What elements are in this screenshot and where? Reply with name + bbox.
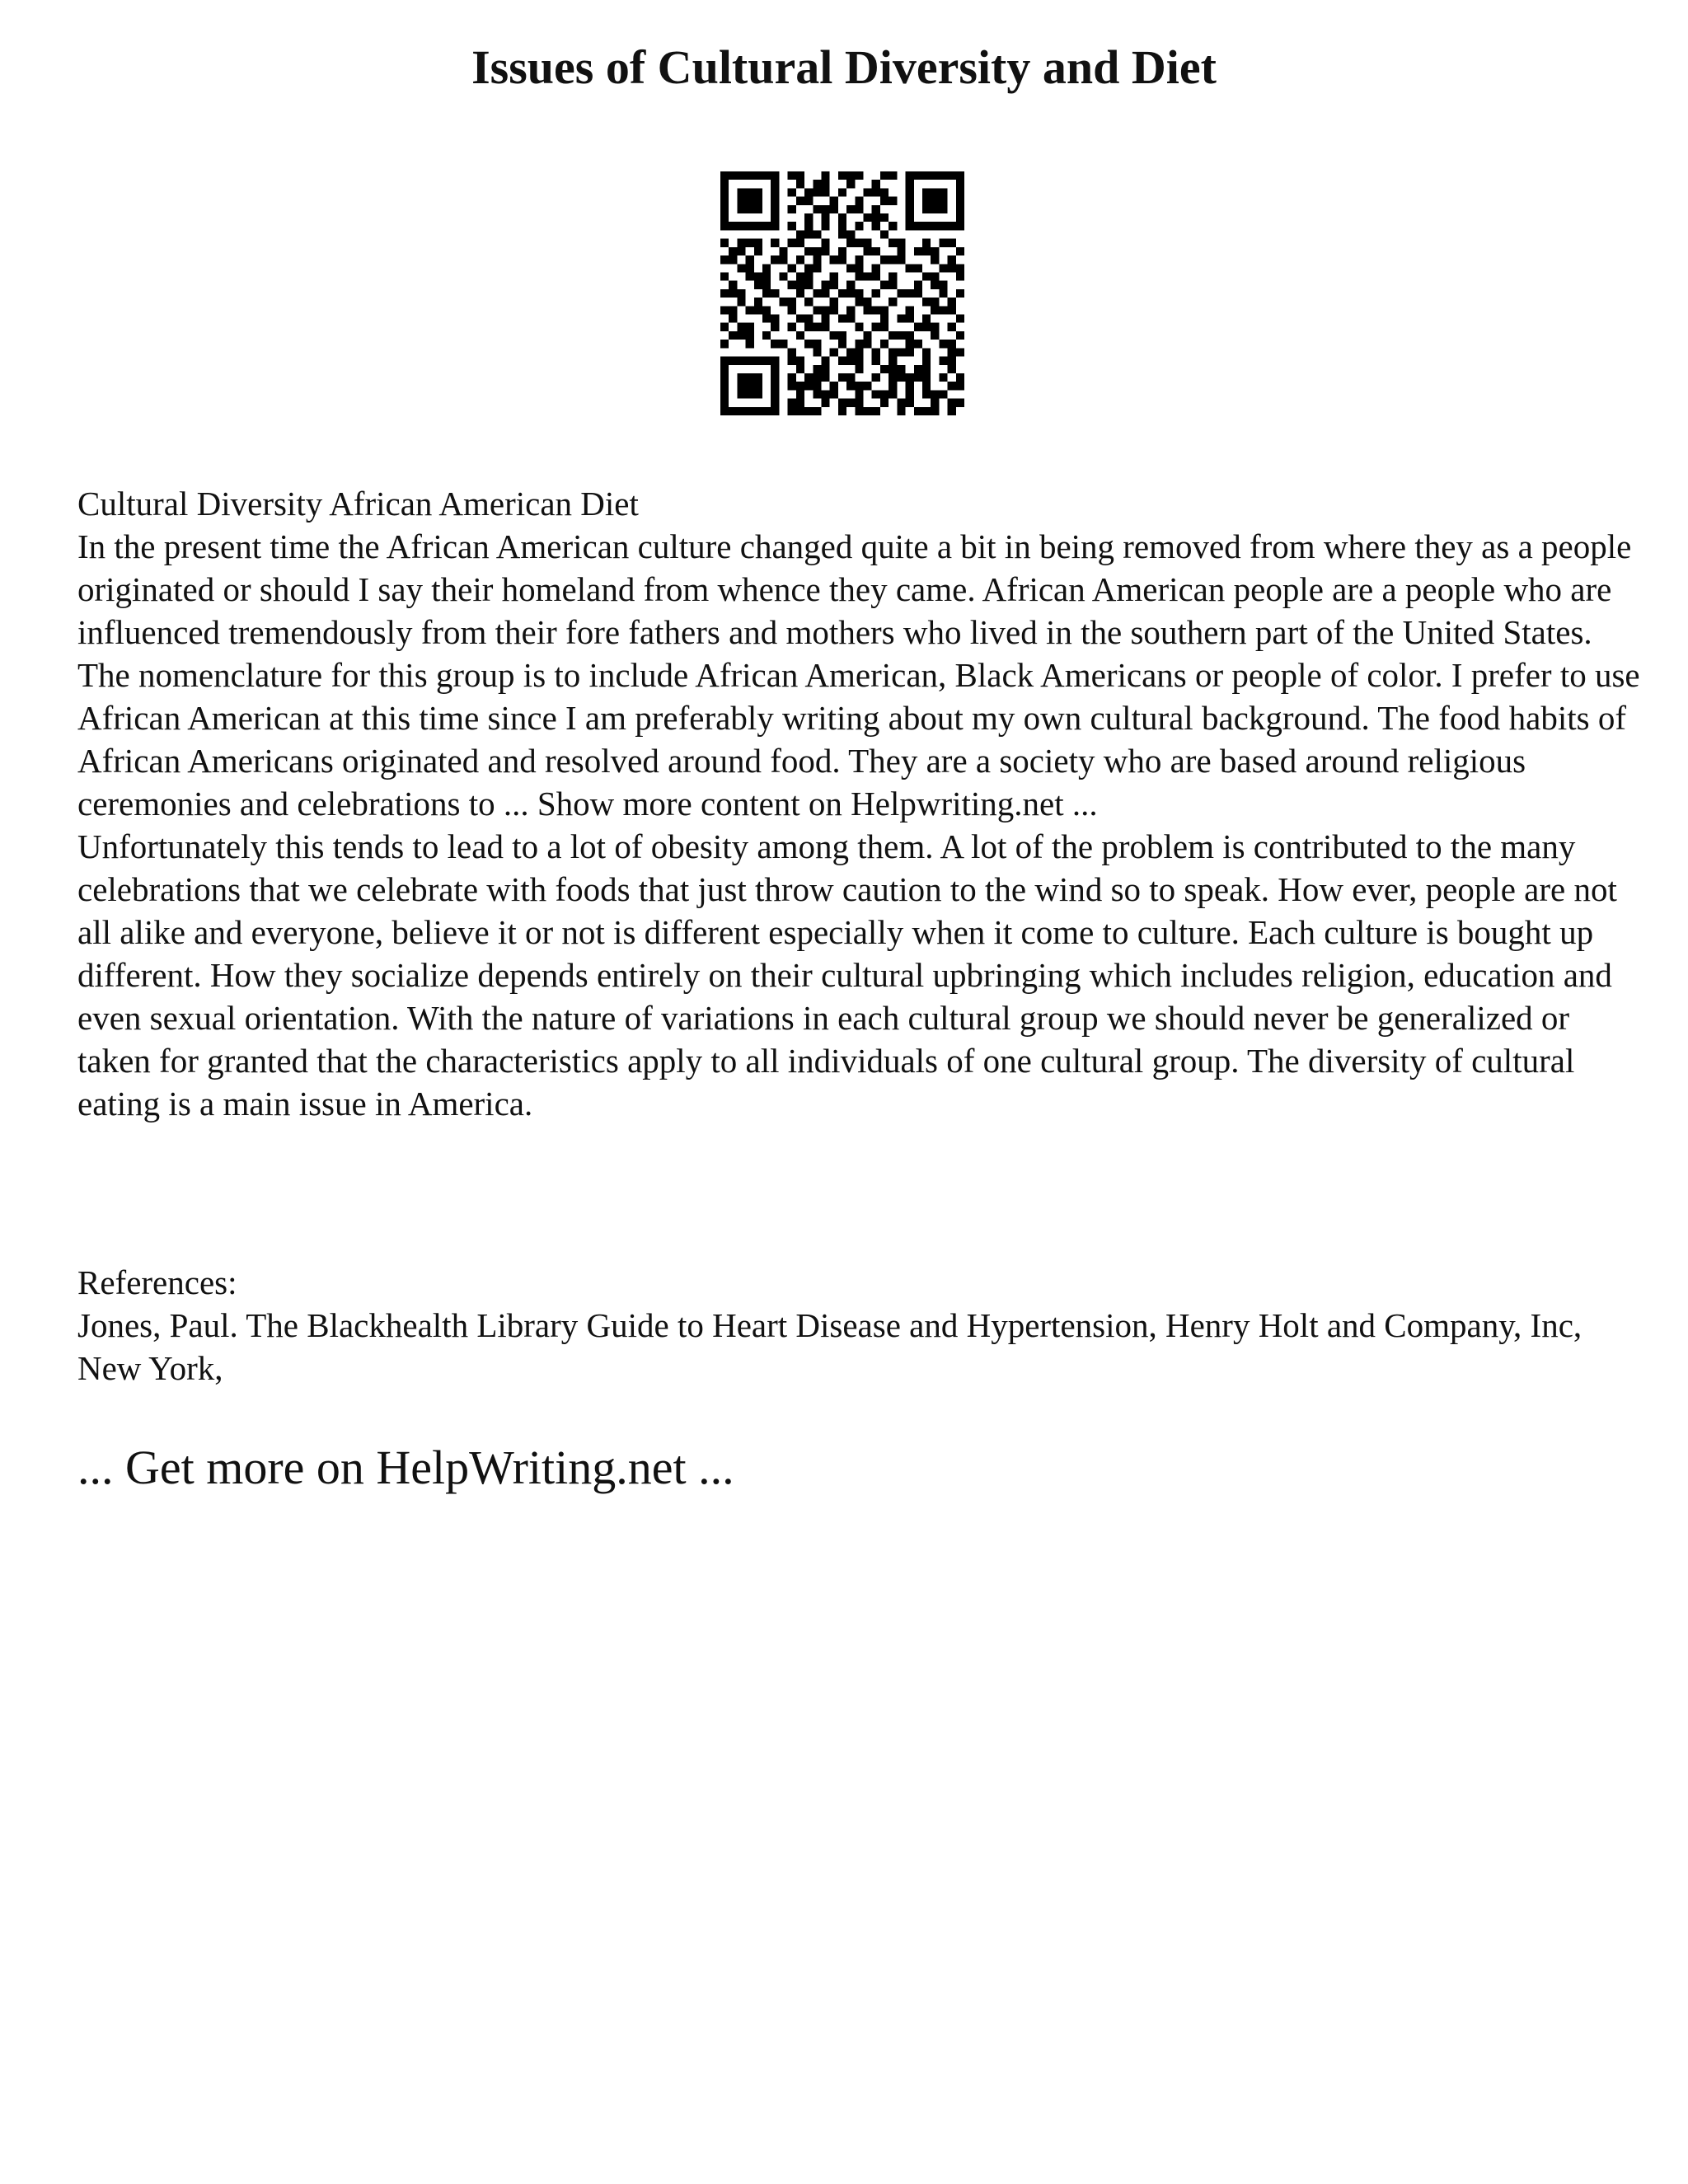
references-label: References:	[77, 1263, 237, 1301]
references-section	[77, 1261, 1643, 1390]
article-paragraph-1: In the present time the African American culture changed quite a bit in being removed from where they as a people originated or should I say their homeland from whence they came. African American people are a people who are influenced tremendously from their fore fathers and mothers who lived in the southern part of the United States. The nomenclature for this group is to include African American, Black Americans or people of color. I prefer to use African American at this time since I am preferably writing about my own cultural background. The food habits of African Americans originated and resolved around food. They are a society who are based around religious ceremonies and celebrations to ... Show more content on Helpwriting.net ...	[77, 527, 1640, 823]
qr-code-icon[interactable]	[720, 171, 964, 415]
article-heading-line: Cultural Diversity African American Diet	[77, 485, 639, 523]
get-more-link[interactable]: ... Get more on HelpWriting.net ...	[77, 1441, 734, 1494]
document-title: Issues of Cultural Diversity and Diet	[471, 40, 1217, 94]
reference-item: Jones, Paul. The Blackhealth Library Guide to Heart Disease and Hypertension, Henry Holt and Company, Inc, New York,	[77, 1306, 1582, 1387]
article-body	[77, 482, 1643, 1125]
article-paragraph-2: Unfortunately this tends to lead to a lot of obesity among them. A lot of the problem is contributed to the many celebrations that we celebrate with foods that just throw caution to the wind so to speak. How ever, people are not all alike and everyone, believe it or not is different especially when it come to culture. Each culture is bought up different. How they socialize depends entirely on their cultural upbringing which includes religion, education and even sexual orientation. With the nature of variations in each cultural group we should never be generalized or taken for granted that the characteristics apply to all individuals of one cultural group. The diversity of cultural eating is a main issue in America.	[77, 827, 1617, 1122]
